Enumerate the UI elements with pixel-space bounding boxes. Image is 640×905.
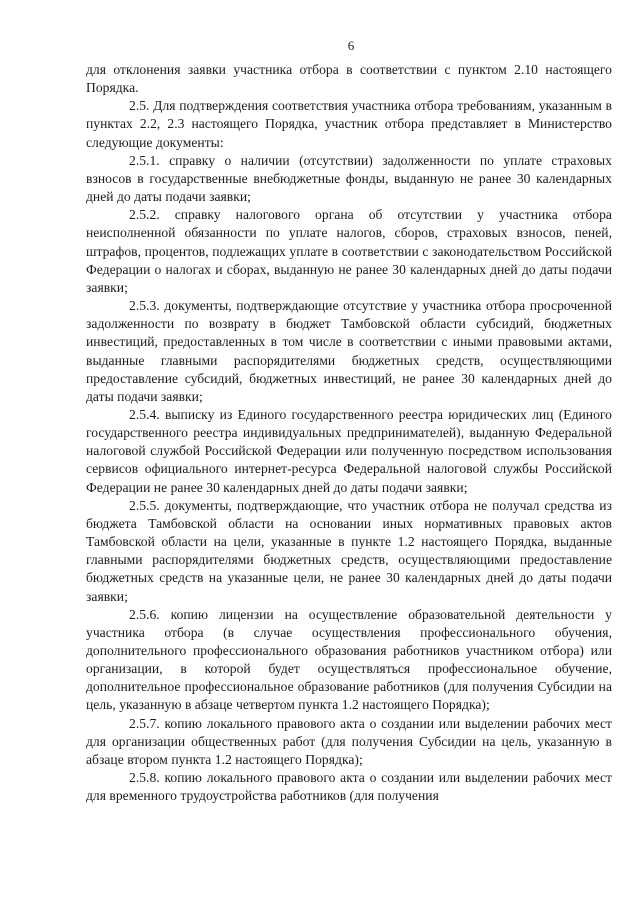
paragraph: 2.5.5. документы, подтверждающие, что участник отбора не получал средства из бюджета Тамбовской области на основании иных нормативных правовых актов Тамбовской области на цели, указанные в пункте 1.2 настоящего Порядка, выданные главными распорядителями бюджетных средств, осуществляющими предоставление бюджетных средств на указанные цели, не ранее 30 календарных дней до даты подачи заявки; (86, 497, 612, 604)
paragraph: 2.5.7. копию локального правового акта о создании или выделении рабочих мест для организации общественных работ (для получения Субсидии на цель, указанную в абзаце втором пункта 1.2 настоящего Порядка); (86, 715, 612, 767)
paragraph: 2.5.2. справку налогового органа об отсутствии у участника отбора неисполненной обязанности по уплате налогов, сборов, страховых взносов, пеней, штрафов, процентов, подлежащих уплате в соответствии с законодательством Российской Федерации о налогах и сборах, выданную не ранее 30 календарных дней до даты подачи заявки; (86, 207, 612, 295)
paragraph: 2.5.3. документы, подтверждающие отсутствие у участника отбора просроченной задолженности по возврату в бюджет Тамбовской области субсидий, бюджетных инвестиций, предоставленных в том числе в соответствии с иными правовыми актами, выданные главными распорядителями бюджетных средств, осуществляющими предоставление субсидий, бюджетных инвестиций, не ранее 30 календарных дней до даты подачи заявки; (86, 298, 612, 404)
paragraph: 2.5. Для подтверждения соответствия участника отбора требованиям, указанным в пунктах 2.2, 2.3 настоящего Порядка, участник отбора представляет в Министерство следующие документы: (86, 98, 612, 150)
document-body (86, 61, 612, 805)
page-number: 6 (347, 38, 355, 53)
paragraph: 2.5.8. копию локального правового акта о создании или выделении рабочих мест для временного трудоустройства работников (для получения (86, 770, 612, 804)
paragraph: 2.5.4. выписку из Единого государственного реестра юридических лиц (Единого государственного реестра индивидуальных предпринимателей), выданную Федеральной налоговой службой Российской Федерации или полученную посредством использования сервисов официального интернет-ресурса Федеральной налоговой службы Российской Федерации не ранее 30 календарных дней до даты подачи заявки; (86, 406, 612, 495)
paragraph: 2.5.6. копию лицензии на осуществление образовательной деятельности у участника отбора (в случае осуществления профессионального обучения, дополнительного профессионального образования работников участником отбора) или организации, в которой будет осуществляться профессиональное обучение, дополнительное профессиональное образование работников (для получения Субсидии на цель, указанную в абзаце четвертом пункта 1.2 настоящего Порядка); (86, 606, 612, 713)
paragraph: 2.5.1. справку о наличии (отсутствии) задолженности по уплате страховых взносов в государственные внебюджетные фонды, выданную не ранее 30 календарных дней до даты подачи заявки; (86, 152, 612, 205)
paragraph: для отклонения заявки участника отбора в соответствии с пунктом 2.10 настоящего Порядка. (86, 62, 612, 96)
